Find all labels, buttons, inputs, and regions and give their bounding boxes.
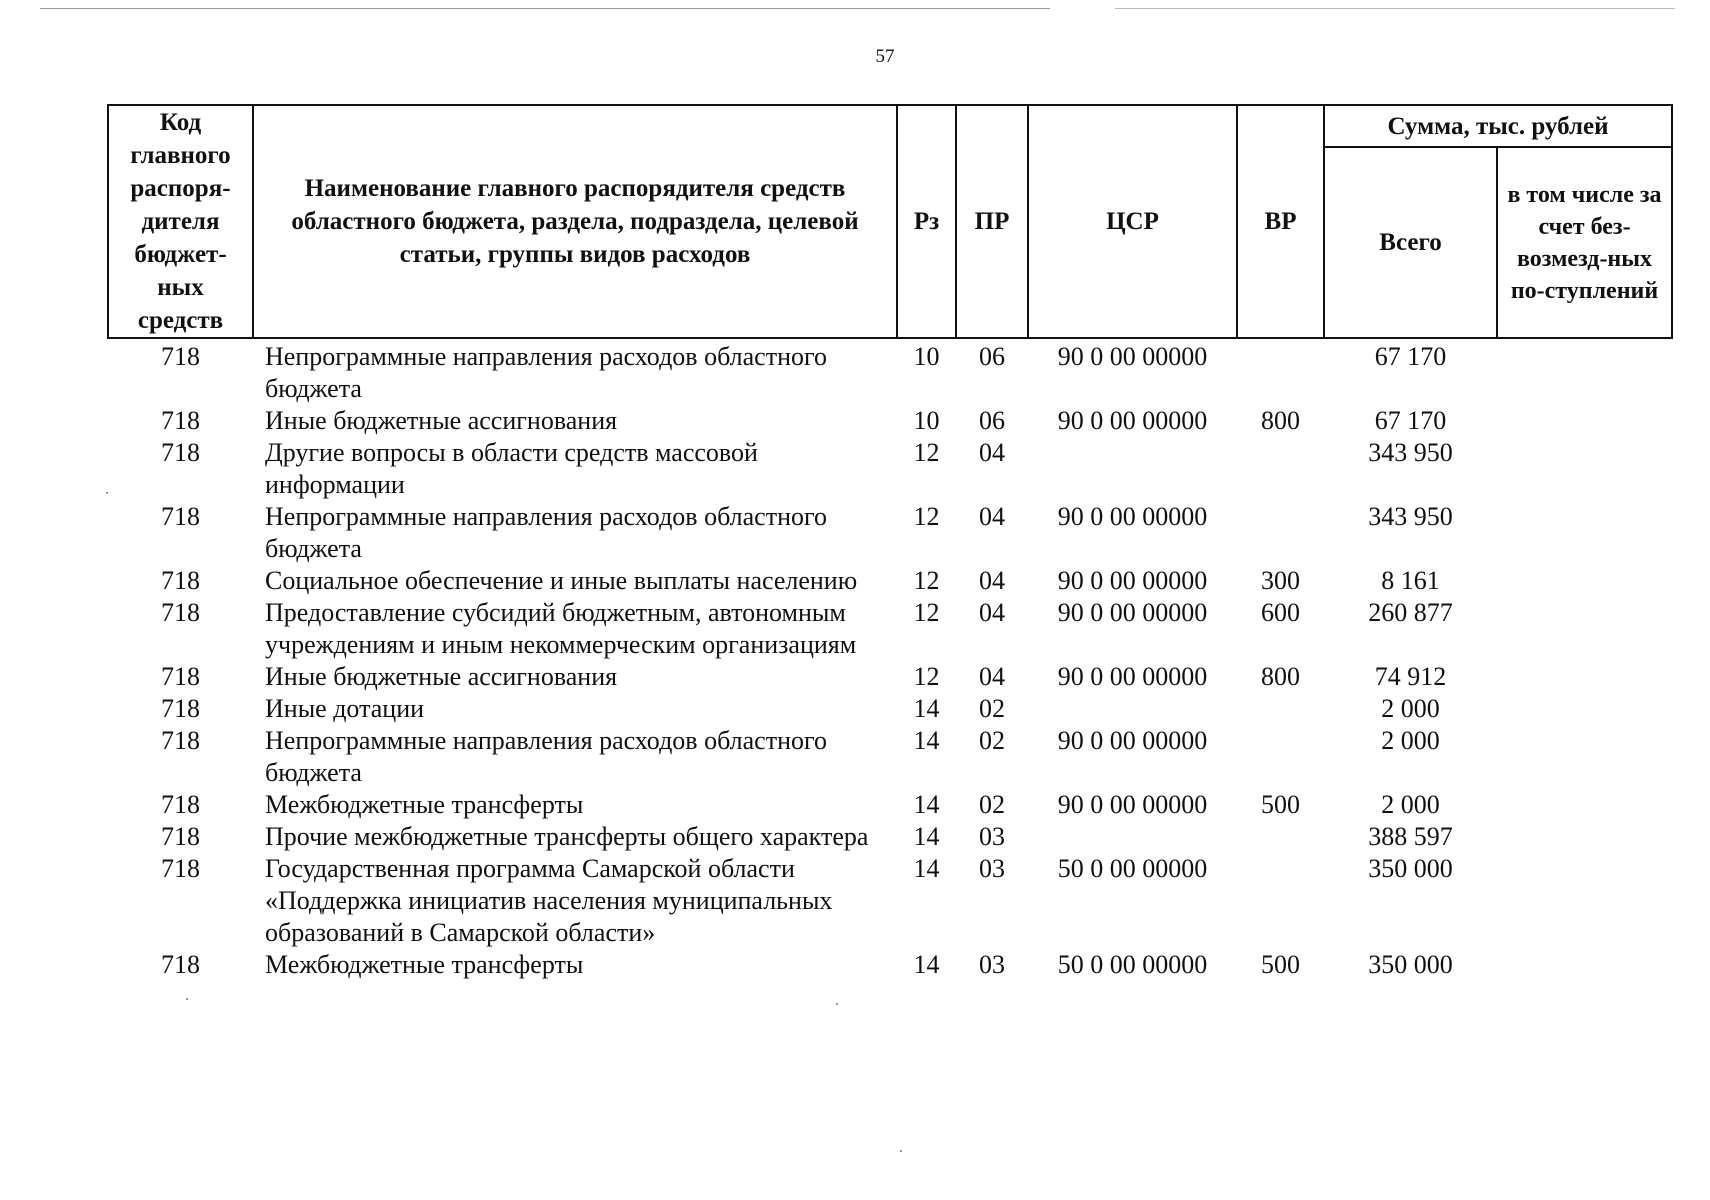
- table-row: [108, 693, 1672, 725]
- scan-speck: [186, 998, 188, 1000]
- scan-edge-line: [1115, 8, 1675, 9]
- table-row: [108, 725, 1672, 789]
- cell-pr: 06: [979, 342, 1005, 371]
- cell-code: 718: [161, 822, 200, 851]
- cell-rz: 12: [913, 438, 940, 467]
- cell-csr: 90 0 00 00000: [1057, 726, 1208, 755]
- cell-pr: 04: [979, 662, 1005, 691]
- cell-total: 2 000: [1381, 726, 1440, 755]
- cell-vr: 500: [1261, 790, 1300, 819]
- cell-code: 718: [161, 662, 200, 691]
- table-row: [108, 661, 1672, 693]
- cell-csr: 90 0 00 00000: [1057, 598, 1208, 627]
- cell-name: Межбюджетные трансферты: [265, 950, 584, 979]
- cell-csr: 50 0 00 00000: [1057, 854, 1208, 883]
- header-sum-group: Сумма, тыс. рублей: [1324, 105, 1672, 147]
- cell-rz: 14: [913, 694, 940, 723]
- cell-grants: [1497, 405, 1672, 437]
- cell-total: 343 950: [1368, 502, 1453, 531]
- cell-total: 350 000: [1368, 950, 1453, 979]
- cell-name: Непрограммные направления расходов областного бюджета: [265, 342, 827, 403]
- header-rz: Рз: [897, 105, 956, 338]
- cell-code: 718: [161, 694, 200, 723]
- cell-csr: 50 0 00 00000: [1057, 950, 1208, 979]
- cell-name: Непрограммные направления расходов областного бюджета: [265, 502, 827, 563]
- cell-name: Государственная программа Самарской области «Поддержка инициатив населения муниципальных образований в Самарской области»: [265, 854, 833, 947]
- cell-rz: 12: [913, 566, 940, 595]
- header-csr: ЦСР: [1028, 105, 1237, 338]
- cell-rz: 14: [913, 822, 940, 851]
- cell-pr: 04: [979, 566, 1005, 595]
- cell-pr: 06: [979, 406, 1005, 435]
- cell-name: Социальное обеспечение и иные выплаты населению: [265, 566, 858, 595]
- cell-code: 718: [161, 726, 200, 755]
- page-number: 57: [875, 46, 895, 67]
- cell-csr: 90 0 00 00000: [1057, 566, 1208, 595]
- table-row: [108, 437, 1672, 501]
- cell-total: 74 912: [1374, 662, 1447, 691]
- cell-vr: 800: [1261, 406, 1300, 435]
- table-row: [108, 597, 1672, 661]
- cell-grants: [1497, 949, 1672, 981]
- header-grants: в том числе за счет без-возмезд-ных по-ступлений: [1497, 147, 1672, 338]
- cell-vr: [1237, 437, 1324, 501]
- cell-pr: 02: [979, 726, 1005, 755]
- cell-rz: 12: [913, 598, 940, 627]
- cell-pr: 03: [979, 854, 1005, 883]
- table-row: [108, 565, 1672, 597]
- cell-grants: [1497, 338, 1672, 405]
- table-row: [108, 338, 1672, 405]
- cell-grants: [1497, 821, 1672, 853]
- cell-grants: [1497, 789, 1672, 821]
- cell-rz: 10: [913, 406, 940, 435]
- cell-code: 718: [161, 854, 200, 883]
- cell-csr: 90 0 00 00000: [1057, 790, 1208, 819]
- cell-vr: 600: [1261, 598, 1300, 627]
- cell-csr: 90 0 00 00000: [1057, 502, 1208, 531]
- cell-vr: [1237, 693, 1324, 725]
- cell-name: Иные бюджетные ассигнования: [265, 406, 618, 435]
- cell-vr: [1237, 821, 1324, 853]
- cell-total: 67 170: [1374, 342, 1447, 371]
- cell-csr: [1028, 693, 1237, 725]
- cell-total: 8 161: [1381, 566, 1440, 595]
- cell-pr: 04: [979, 502, 1005, 531]
- cell-rz: 14: [913, 726, 940, 755]
- cell-grants: [1497, 853, 1672, 949]
- cell-pr: 04: [979, 438, 1005, 467]
- cell-name: Предоставление субсидий бюджетным, автономным учреждениям и иным некоммерческим организациям: [265, 598, 857, 659]
- cell-csr: 90 0 00 00000: [1057, 342, 1208, 371]
- cell-grants: [1497, 693, 1672, 725]
- scan-speck: [106, 492, 108, 494]
- cell-name: Межбюджетные трансферты: [265, 790, 584, 819]
- cell-name: Другие вопросы в области средств массовой информации: [265, 438, 758, 499]
- cell-code: 718: [161, 406, 200, 435]
- cell-rz: 14: [913, 854, 940, 883]
- cell-vr: [1237, 338, 1324, 405]
- table-row: [108, 949, 1672, 981]
- header-name: Наименование главного распорядителя средств областного бюджета, раздела, подраздела, целевой статьи, группы видов расходов: [253, 105, 897, 338]
- cell-rz: 12: [913, 502, 940, 531]
- budget-table: [107, 104, 1673, 981]
- scan-edge-line: [40, 8, 1050, 9]
- cell-grants: [1497, 501, 1672, 565]
- scan-speck: [836, 1003, 838, 1005]
- cell-vr: 500: [1261, 950, 1300, 979]
- cell-grants: [1497, 725, 1672, 789]
- cell-grants: [1497, 437, 1672, 501]
- cell-grants: [1497, 565, 1672, 597]
- header-vr: ВР: [1237, 105, 1324, 338]
- cell-total: 2 000: [1381, 790, 1440, 819]
- cell-total: 67 170: [1374, 406, 1447, 435]
- cell-vr: 300: [1261, 566, 1300, 595]
- cell-rz: 14: [913, 950, 940, 979]
- table-row: [108, 501, 1672, 565]
- cell-code: 718: [161, 566, 200, 595]
- cell-name: Иные бюджетные ассигнования: [265, 662, 618, 691]
- cell-pr: 02: [979, 694, 1005, 723]
- cell-vr: [1237, 853, 1324, 949]
- cell-csr: 90 0 00 00000: [1057, 406, 1208, 435]
- cell-grants: [1497, 661, 1672, 693]
- table-header: [108, 105, 1672, 338]
- cell-name: Прочие межбюджетные трансферты общего характера: [265, 822, 869, 851]
- cell-pr: 04: [979, 598, 1005, 627]
- cell-csr: 90 0 00 00000: [1057, 662, 1208, 691]
- cell-grants: [1497, 597, 1672, 661]
- cell-vr: [1237, 725, 1324, 789]
- header-total: Всего: [1324, 147, 1497, 338]
- cell-pr: 02: [979, 790, 1005, 819]
- cell-code: 718: [161, 502, 200, 531]
- cell-name: Непрограммные направления расходов областного бюджета: [265, 726, 827, 787]
- header-pr: ПР: [956, 105, 1028, 338]
- cell-pr: 03: [979, 822, 1005, 851]
- cell-vr: [1237, 501, 1324, 565]
- cell-csr: [1028, 437, 1237, 501]
- table-body: [108, 338, 1672, 981]
- cell-rz: 12: [913, 662, 940, 691]
- cell-name: Иные дотации: [265, 694, 425, 723]
- scan-speck: [900, 1150, 902, 1152]
- header-code: Код главного распоря-дителя бюджет-ных средств: [108, 105, 253, 338]
- cell-code: 718: [161, 438, 200, 467]
- cell-total: 350 000: [1368, 854, 1453, 883]
- cell-total: 388 597: [1368, 822, 1453, 851]
- cell-code: 718: [161, 790, 200, 819]
- cell-code: 718: [161, 598, 200, 627]
- cell-rz: 14: [913, 790, 940, 819]
- table-row: [108, 789, 1672, 821]
- cell-total: 260 877: [1368, 598, 1453, 627]
- table-row: [108, 821, 1672, 853]
- cell-csr: [1028, 821, 1237, 853]
- cell-total: 2 000: [1381, 694, 1440, 723]
- table-row: [108, 405, 1672, 437]
- cell-code: 718: [161, 342, 200, 371]
- cell-rz: 10: [913, 342, 940, 371]
- cell-code: 718: [161, 950, 200, 979]
- cell-total: 343 950: [1368, 438, 1453, 467]
- table-row: [108, 853, 1672, 949]
- cell-pr: 03: [979, 950, 1005, 979]
- cell-vr: 800: [1261, 662, 1300, 691]
